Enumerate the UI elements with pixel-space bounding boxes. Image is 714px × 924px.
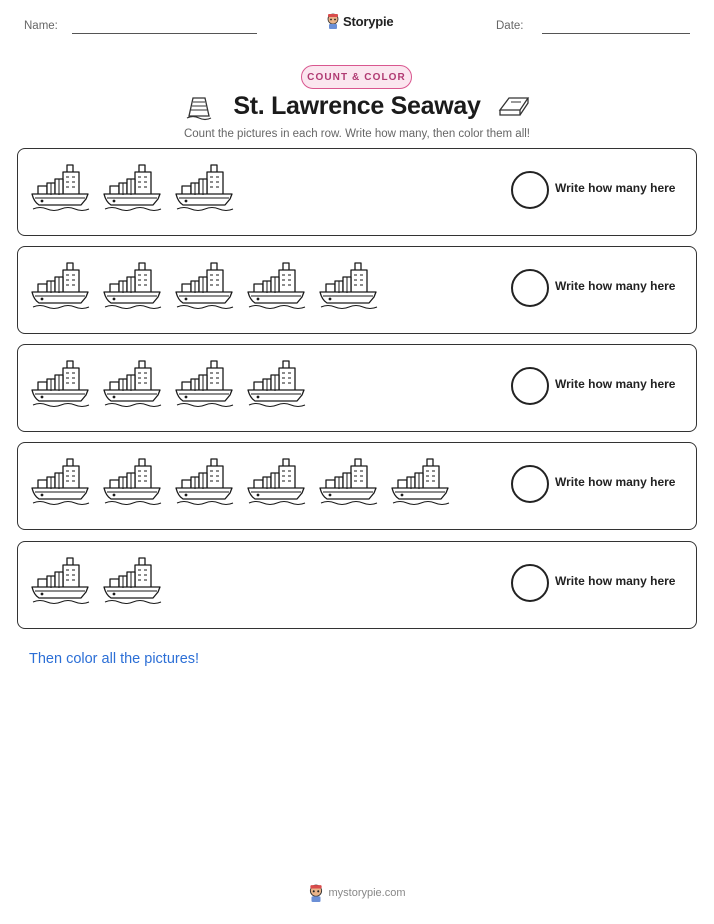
answer-circle[interactable]: [511, 367, 549, 405]
cargo-ship-icon: [102, 554, 162, 606]
ship-group: [30, 554, 162, 606]
answer-circle[interactable]: [511, 564, 549, 602]
cargo-ship-icon: [174, 357, 234, 409]
cargo-ship-icon: [30, 455, 90, 507]
ship-group: [30, 455, 450, 507]
ingot-icon: [497, 92, 531, 120]
cargo-ship-icon: [318, 259, 378, 311]
name-line[interactable]: [72, 33, 257, 34]
answer-label: Write how many here: [555, 475, 676, 489]
storypie-mascot-icon: [326, 13, 340, 29]
answer-circle[interactable]: [511, 465, 549, 503]
answer-circle[interactable]: [511, 171, 549, 209]
answer-label: Write how many here: [555, 181, 676, 195]
cargo-ship-icon: [318, 455, 378, 507]
count-row: [17, 148, 697, 236]
brand-logo: [326, 13, 393, 29]
count-row: [17, 246, 697, 334]
count-row: [17, 541, 697, 629]
cargo-ship-icon: [246, 455, 306, 507]
count-row: [17, 442, 697, 530]
cargo-ship-icon: [30, 554, 90, 606]
count-row: [17, 344, 697, 432]
cargo-ship-icon: [174, 455, 234, 507]
date-line[interactable]: [542, 33, 690, 34]
footer: [0, 884, 714, 902]
cargo-ship-icon: [30, 161, 90, 213]
answer-label: Write how many here: [555, 377, 676, 391]
cargo-ship-icon: [30, 357, 90, 409]
ship-group: [30, 259, 378, 311]
ship-group: [30, 161, 234, 213]
brand-name: Storypie: [343, 13, 394, 29]
cargo-ship-icon: [102, 259, 162, 311]
answer-label: Write how many here: [555, 279, 676, 293]
cargo-ship-icon: [174, 259, 234, 311]
cargo-ship-icon: [390, 455, 450, 507]
answer-circle[interactable]: [511, 269, 549, 307]
name-label: Name:: [24, 20, 58, 32]
cargo-ship-icon: [174, 161, 234, 213]
storypie-mascot-icon: [308, 884, 324, 902]
cargo-ship-icon: [102, 161, 162, 213]
cargo-ship-icon: [246, 357, 306, 409]
closing-instruction: Then color all the pictures!: [29, 651, 200, 667]
cargo-ship-icon: [30, 259, 90, 311]
ship-group: [30, 357, 306, 409]
cargo-ship-icon: [246, 259, 306, 311]
instructions: Count the pictures in each row. Write how many, then color them all!: [183, 128, 531, 140]
cargo-ship-icon: [102, 357, 162, 409]
footer-url: mystorypie.com: [328, 887, 406, 899]
answer-label: Write how many here: [555, 574, 676, 588]
page-title: St. Lawrence Seaway: [233, 92, 481, 120]
cargo-ship-icon: [102, 455, 162, 507]
title-row: [0, 92, 714, 126]
activity-badge: COUNT & COLOR: [301, 65, 412, 89]
date-label: Date:: [496, 20, 524, 32]
